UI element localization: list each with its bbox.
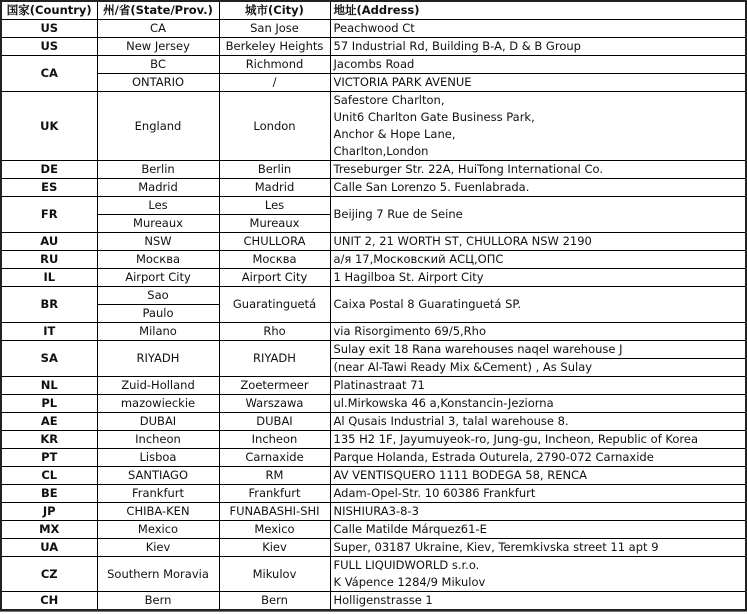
table-row bbox=[1, 269, 746, 287]
state-cell: NSW bbox=[97, 233, 219, 251]
address-cell: Beijing 7 Rue de Seine bbox=[330, 197, 746, 233]
city-cell: London bbox=[219, 92, 330, 161]
table-row bbox=[1, 38, 746, 56]
country-cell: KR bbox=[1, 431, 97, 449]
state-cell: New Jersey bbox=[97, 38, 219, 56]
city-cell: Kiev bbox=[219, 539, 330, 557]
city-cell: San Jose bbox=[219, 20, 330, 38]
city-cell: FUNABASHI-SHI bbox=[219, 503, 330, 521]
country-cell: RU bbox=[1, 251, 97, 269]
table-row bbox=[1, 521, 746, 539]
state-cell: Incheon bbox=[97, 431, 219, 449]
city-cell: Rho bbox=[219, 323, 330, 341]
address-cell: Treseburger Str. 22A, HuiTong International Co. bbox=[330, 161, 746, 179]
address-cell: 57 Industrial Rd, Building B-A, D & B Group bbox=[330, 38, 746, 56]
address-cell: (near Al-Tawi Ready Mix &Cement) , As Sulay bbox=[330, 359, 746, 377]
table-row bbox=[1, 467, 746, 485]
address-cell: UNIT 2, 21 WORTH ST, CHULLORA NSW 2190 bbox=[330, 233, 746, 251]
state-cell: DUBAI bbox=[97, 413, 219, 431]
state-cell: Lisboa bbox=[97, 449, 219, 467]
address-cell bbox=[330, 92, 746, 161]
table-row bbox=[1, 431, 746, 449]
address-line: Anchor & Hope Lane, bbox=[333, 127, 456, 141]
table-row bbox=[1, 92, 746, 161]
address-cell: ul.Mirkowska 46 a,Konstancin-Jeziorna bbox=[330, 395, 746, 413]
table-row bbox=[1, 592, 746, 611]
table-row bbox=[1, 503, 746, 521]
state-cell: Airport City bbox=[97, 269, 219, 287]
table-row bbox=[1, 377, 746, 395]
address-cell: Peachwood Ct bbox=[330, 20, 746, 38]
city-cell: RIYADH bbox=[219, 341, 330, 377]
country-cell: IL bbox=[1, 269, 97, 287]
country-cell: PT bbox=[1, 449, 97, 467]
address-line: Charlton,London bbox=[333, 144, 429, 158]
country-cell: CZ bbox=[1, 557, 97, 592]
table-row bbox=[1, 341, 746, 359]
country-cell: NL bbox=[1, 377, 97, 395]
country-cell: BR bbox=[1, 287, 97, 323]
state-cell: Madrid bbox=[97, 179, 219, 197]
city-cell: Carnaxide bbox=[219, 449, 330, 467]
country-cell: JP bbox=[1, 503, 97, 521]
state-cell: Zuid-Holland bbox=[97, 377, 219, 395]
header-city: 城市(City) bbox=[219, 1, 330, 20]
country-cell: CH bbox=[1, 592, 97, 611]
state-cell: Mexico bbox=[97, 521, 219, 539]
address-cell: Holligenstrasse 1 bbox=[330, 592, 746, 611]
state-cell: Sao bbox=[97, 287, 219, 305]
address-cell: Caixa Postal 8 Guaratinguetá SP. bbox=[330, 287, 746, 323]
country-cell: IT bbox=[1, 323, 97, 341]
address-cell: NISHIURA3-8-3 bbox=[330, 503, 746, 521]
city-cell: Mexico bbox=[219, 521, 330, 539]
table-row bbox=[1, 323, 746, 341]
address-cell: Super, 03187 Ukraine, Kiev, Teremkivska street 11 apt 9 bbox=[330, 539, 746, 557]
country-cell: CL bbox=[1, 467, 97, 485]
address-cell: 135 H2 1F, Jayumuyeok-ro, Jung-gu, Incheon, Republic of Korea bbox=[330, 431, 746, 449]
state-cell: Berlin bbox=[97, 161, 219, 179]
address-cell: а/я 17,Московский АСЦ,ОПС bbox=[330, 251, 746, 269]
city-cell: Москва bbox=[219, 251, 330, 269]
state-cell: ONTARIO bbox=[97, 74, 219, 92]
country-cell: AE bbox=[1, 413, 97, 431]
state-cell: Paulo bbox=[97, 305, 219, 323]
state-cell: Milano bbox=[97, 323, 219, 341]
city-cell: Frankfurt bbox=[219, 485, 330, 503]
table-row bbox=[1, 413, 746, 431]
address-cell: Platinastraat 71 bbox=[330, 377, 746, 395]
country-cell: UA bbox=[1, 539, 97, 557]
city-cell: Bern bbox=[219, 592, 330, 611]
address-line: Safestore Charlton, bbox=[333, 93, 445, 107]
country-cell: US bbox=[1, 20, 97, 38]
country-cell: FR bbox=[1, 197, 97, 233]
table-row bbox=[1, 485, 746, 503]
city-cell: Airport City bbox=[219, 269, 330, 287]
country-cell: AU bbox=[1, 233, 97, 251]
city-cell: Warszawa bbox=[219, 395, 330, 413]
state-cell: mazowieckie bbox=[97, 395, 219, 413]
table-row bbox=[1, 20, 746, 38]
table-row bbox=[1, 161, 746, 179]
address-line: FULL LIQUIDWORLD s.r.o. bbox=[333, 558, 480, 572]
state-cell: Kiev bbox=[97, 539, 219, 557]
table-row bbox=[1, 251, 746, 269]
state-cell: CA bbox=[97, 20, 219, 38]
city-cell: Richmond bbox=[219, 56, 330, 74]
state-cell: Bern bbox=[97, 592, 219, 611]
state-cell: Mureaux bbox=[97, 215, 219, 233]
table-row bbox=[1, 74, 746, 92]
table-row bbox=[1, 539, 746, 557]
state-cell: Frankfurt bbox=[97, 485, 219, 503]
header-address: 地址(Address) bbox=[330, 1, 746, 20]
address-cell: Sulay exit 18 Rana warehouses naqel warehouse J bbox=[330, 341, 746, 359]
country-cell: SA bbox=[1, 341, 97, 377]
address-cell: Jacombs Road bbox=[330, 56, 746, 74]
state-cell: RIYADH bbox=[97, 341, 219, 377]
country-cell: ES bbox=[1, 179, 97, 197]
address-cell: Adam-Opel-Str. 10 60386 Frankfurt bbox=[330, 485, 746, 503]
city-cell: Mureaux bbox=[219, 215, 330, 233]
city-cell: Madrid bbox=[219, 179, 330, 197]
city-cell: Incheon bbox=[219, 431, 330, 449]
city-cell: Guaratinguetá bbox=[219, 287, 330, 323]
address-cell: Parque Holanda, Estrada Outurela, 2790-072 Carnaxide bbox=[330, 449, 746, 467]
state-cell: Москва bbox=[97, 251, 219, 269]
table-row bbox=[1, 287, 746, 305]
header-state: 州/省(State/Prov.) bbox=[97, 1, 219, 20]
address-cell: Al Qusais Industrial 3, talal warehouse 8. bbox=[330, 413, 746, 431]
country-cell: PL bbox=[1, 395, 97, 413]
city-cell: / bbox=[219, 74, 330, 92]
address-cell: Calle San Lorenzo 5. Fuenlabrada. bbox=[330, 179, 746, 197]
country-cell: CA bbox=[1, 56, 97, 92]
country-cell: US bbox=[1, 38, 97, 56]
state-cell: England bbox=[97, 92, 219, 161]
country-cell: BE bbox=[1, 485, 97, 503]
table-row bbox=[1, 56, 746, 74]
state-cell: SANTIAGO bbox=[97, 467, 219, 485]
city-cell: Les bbox=[219, 197, 330, 215]
table-row bbox=[1, 395, 746, 413]
state-cell: BC bbox=[97, 56, 219, 74]
city-cell: DUBAI bbox=[219, 413, 330, 431]
city-cell: Berlin bbox=[219, 161, 330, 179]
address-cell: VICTORIA PARK AVENUE bbox=[330, 74, 746, 92]
address-cell: 1 Hagilboa St. Airport City bbox=[330, 269, 746, 287]
header-country: 国家(Country) bbox=[1, 1, 97, 20]
header-row bbox=[1, 1, 746, 20]
state-cell: Les bbox=[97, 197, 219, 215]
city-cell: CHULLORA bbox=[219, 233, 330, 251]
address-cell: via Risorgimento 69/5,Rho bbox=[330, 323, 746, 341]
city-cell: Berkeley Heights bbox=[219, 38, 330, 56]
city-cell: RM bbox=[219, 467, 330, 485]
address-cell bbox=[330, 557, 746, 592]
address-line: K Vápence 1284/9 Mikulov bbox=[333, 575, 486, 589]
country-cell: UK bbox=[1, 92, 97, 161]
state-cell: CHIBA-KEN bbox=[97, 503, 219, 521]
table-row bbox=[1, 449, 746, 467]
state-cell: Southern Moravia bbox=[97, 557, 219, 592]
city-cell: Mikulov bbox=[219, 557, 330, 592]
address-cell: Calle Matilde Márquez61-E bbox=[330, 521, 746, 539]
country-cell: MX bbox=[1, 521, 97, 539]
city-cell: Zoetermeer bbox=[219, 377, 330, 395]
country-cell: DE bbox=[1, 161, 97, 179]
table-row bbox=[1, 233, 746, 251]
address-cell: AV VENTISQUERO 1111 BODEGA 58, RENCA bbox=[330, 467, 746, 485]
table-row bbox=[1, 179, 746, 197]
address-line: Unit6 Charlton Gate Business Park, bbox=[333, 110, 535, 124]
table-row bbox=[1, 557, 746, 592]
table-row bbox=[1, 197, 746, 215]
